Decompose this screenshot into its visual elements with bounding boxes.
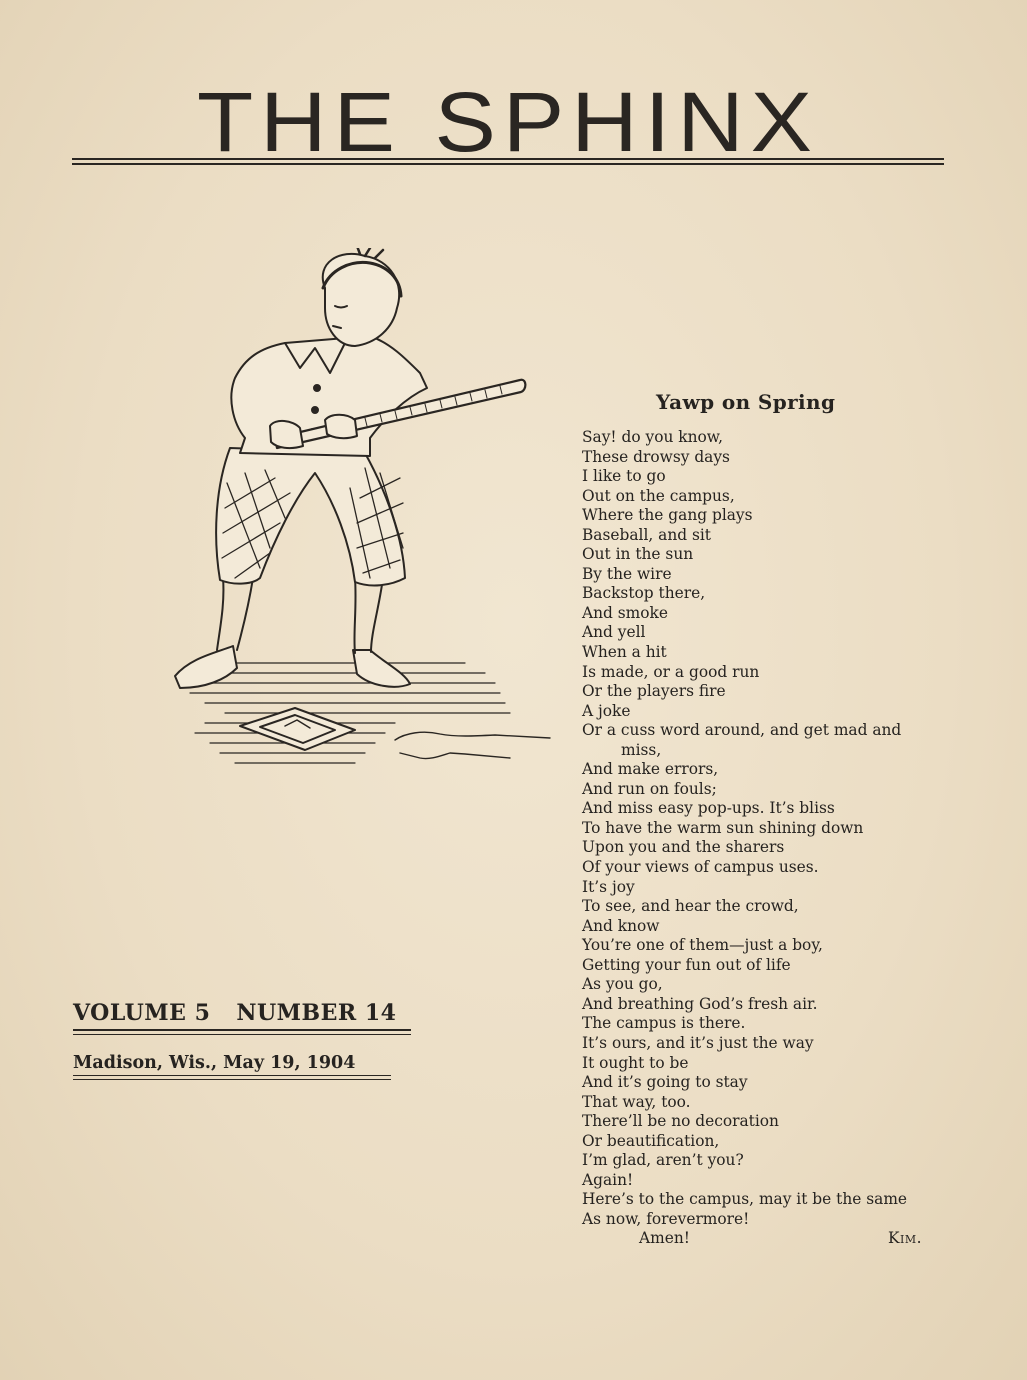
number-label: NUMBER 14 <box>236 1000 397 1026</box>
poem-line: When a hit <box>582 643 667 662</box>
poem-line: To see, and hear the crowd, <box>582 897 799 916</box>
artist-signature <box>395 732 550 758</box>
poem-line: And run on fouls; <box>582 779 717 798</box>
poem-line: Of your views of campus uses. <box>582 858 819 877</box>
poem-line: Or a cuss word around, and get mad and <box>582 721 902 740</box>
home-plate-icon <box>240 708 355 750</box>
poem-line: miss, <box>621 740 662 759</box>
issue-block <box>73 1000 411 1080</box>
poem-line: To have the warm sun shining down <box>582 818 864 837</box>
poem-line: I’m glad, aren’t you? <box>582 1151 744 1170</box>
poem-line: Again! <box>582 1170 634 1189</box>
poem-line: And breathing God’s fresh air. <box>582 994 818 1013</box>
masthead-rule <box>72 158 944 165</box>
poem-line: It ought to be <box>582 1053 689 1072</box>
poem-author: Kim. <box>888 1229 922 1247</box>
poem-line: Is made, or a good run <box>582 662 760 681</box>
poem-body <box>582 428 952 1229</box>
poem-line: And yell <box>582 623 646 642</box>
poem-line: Or beautification, <box>582 1131 720 1150</box>
volume-label: VOLUME 5 <box>73 1000 211 1026</box>
poem-line: And it’s going to stay <box>582 1073 748 1092</box>
poem-line: Getting your fun out of life <box>582 955 791 974</box>
poem-line: And miss easy pop-ups. It’s bliss <box>582 799 835 818</box>
poem-line: The campus is there. <box>582 1014 746 1033</box>
poem-line: That way, too. <box>582 1092 691 1111</box>
poem-line: Out on the campus, <box>582 486 735 505</box>
poem-line: These drowsy days <box>582 447 730 466</box>
poem-line: Backstop there, <box>582 584 706 603</box>
poem-line: And know <box>582 916 660 935</box>
poem-closing: Amen! <box>639 1229 690 1247</box>
poem-line: Or the players fire <box>582 682 726 701</box>
masthead-title: THE SPHINX <box>196 75 820 170</box>
poem-line: You’re one of them—just a boy, <box>582 936 823 955</box>
poem-line: And make errors, <box>582 760 719 779</box>
poem-line: Out in the sun <box>582 545 694 564</box>
poem-line: By the wire <box>582 564 672 583</box>
volume-double-rule <box>73 1034 411 1035</box>
boy-batter-icon <box>165 248 560 778</box>
poem-title: Yawp on Spring <box>656 390 836 414</box>
poem-line: There’ll be no decoration <box>582 1112 779 1131</box>
poem-line: As you go, <box>582 975 663 994</box>
volume-number-line <box>73 1000 411 1031</box>
poem-line: And smoke <box>582 603 668 622</box>
poem-line: As now, forevermore! <box>582 1209 750 1228</box>
poem-line: Upon you and the sharers <box>582 838 785 857</box>
poem-line: A joke <box>582 701 631 720</box>
poem-line: It’s joy <box>582 877 635 896</box>
poem-line: Say! do you know, <box>582 428 724 446</box>
poem-line: Where the gang plays <box>582 506 753 525</box>
poem-line: It’s ours, and it’s just the way <box>582 1033 814 1052</box>
ground-shading <box>180 663 510 763</box>
poem-line: Baseball, and sit <box>582 525 711 544</box>
poem-line: Here’s to the campus, may it be the same <box>582 1190 908 1209</box>
dateline: Madison, Wis., May 19, 1904 <box>73 1053 391 1076</box>
dateline-double-rule <box>73 1079 391 1080</box>
poem-line: I like to go <box>582 467 666 486</box>
